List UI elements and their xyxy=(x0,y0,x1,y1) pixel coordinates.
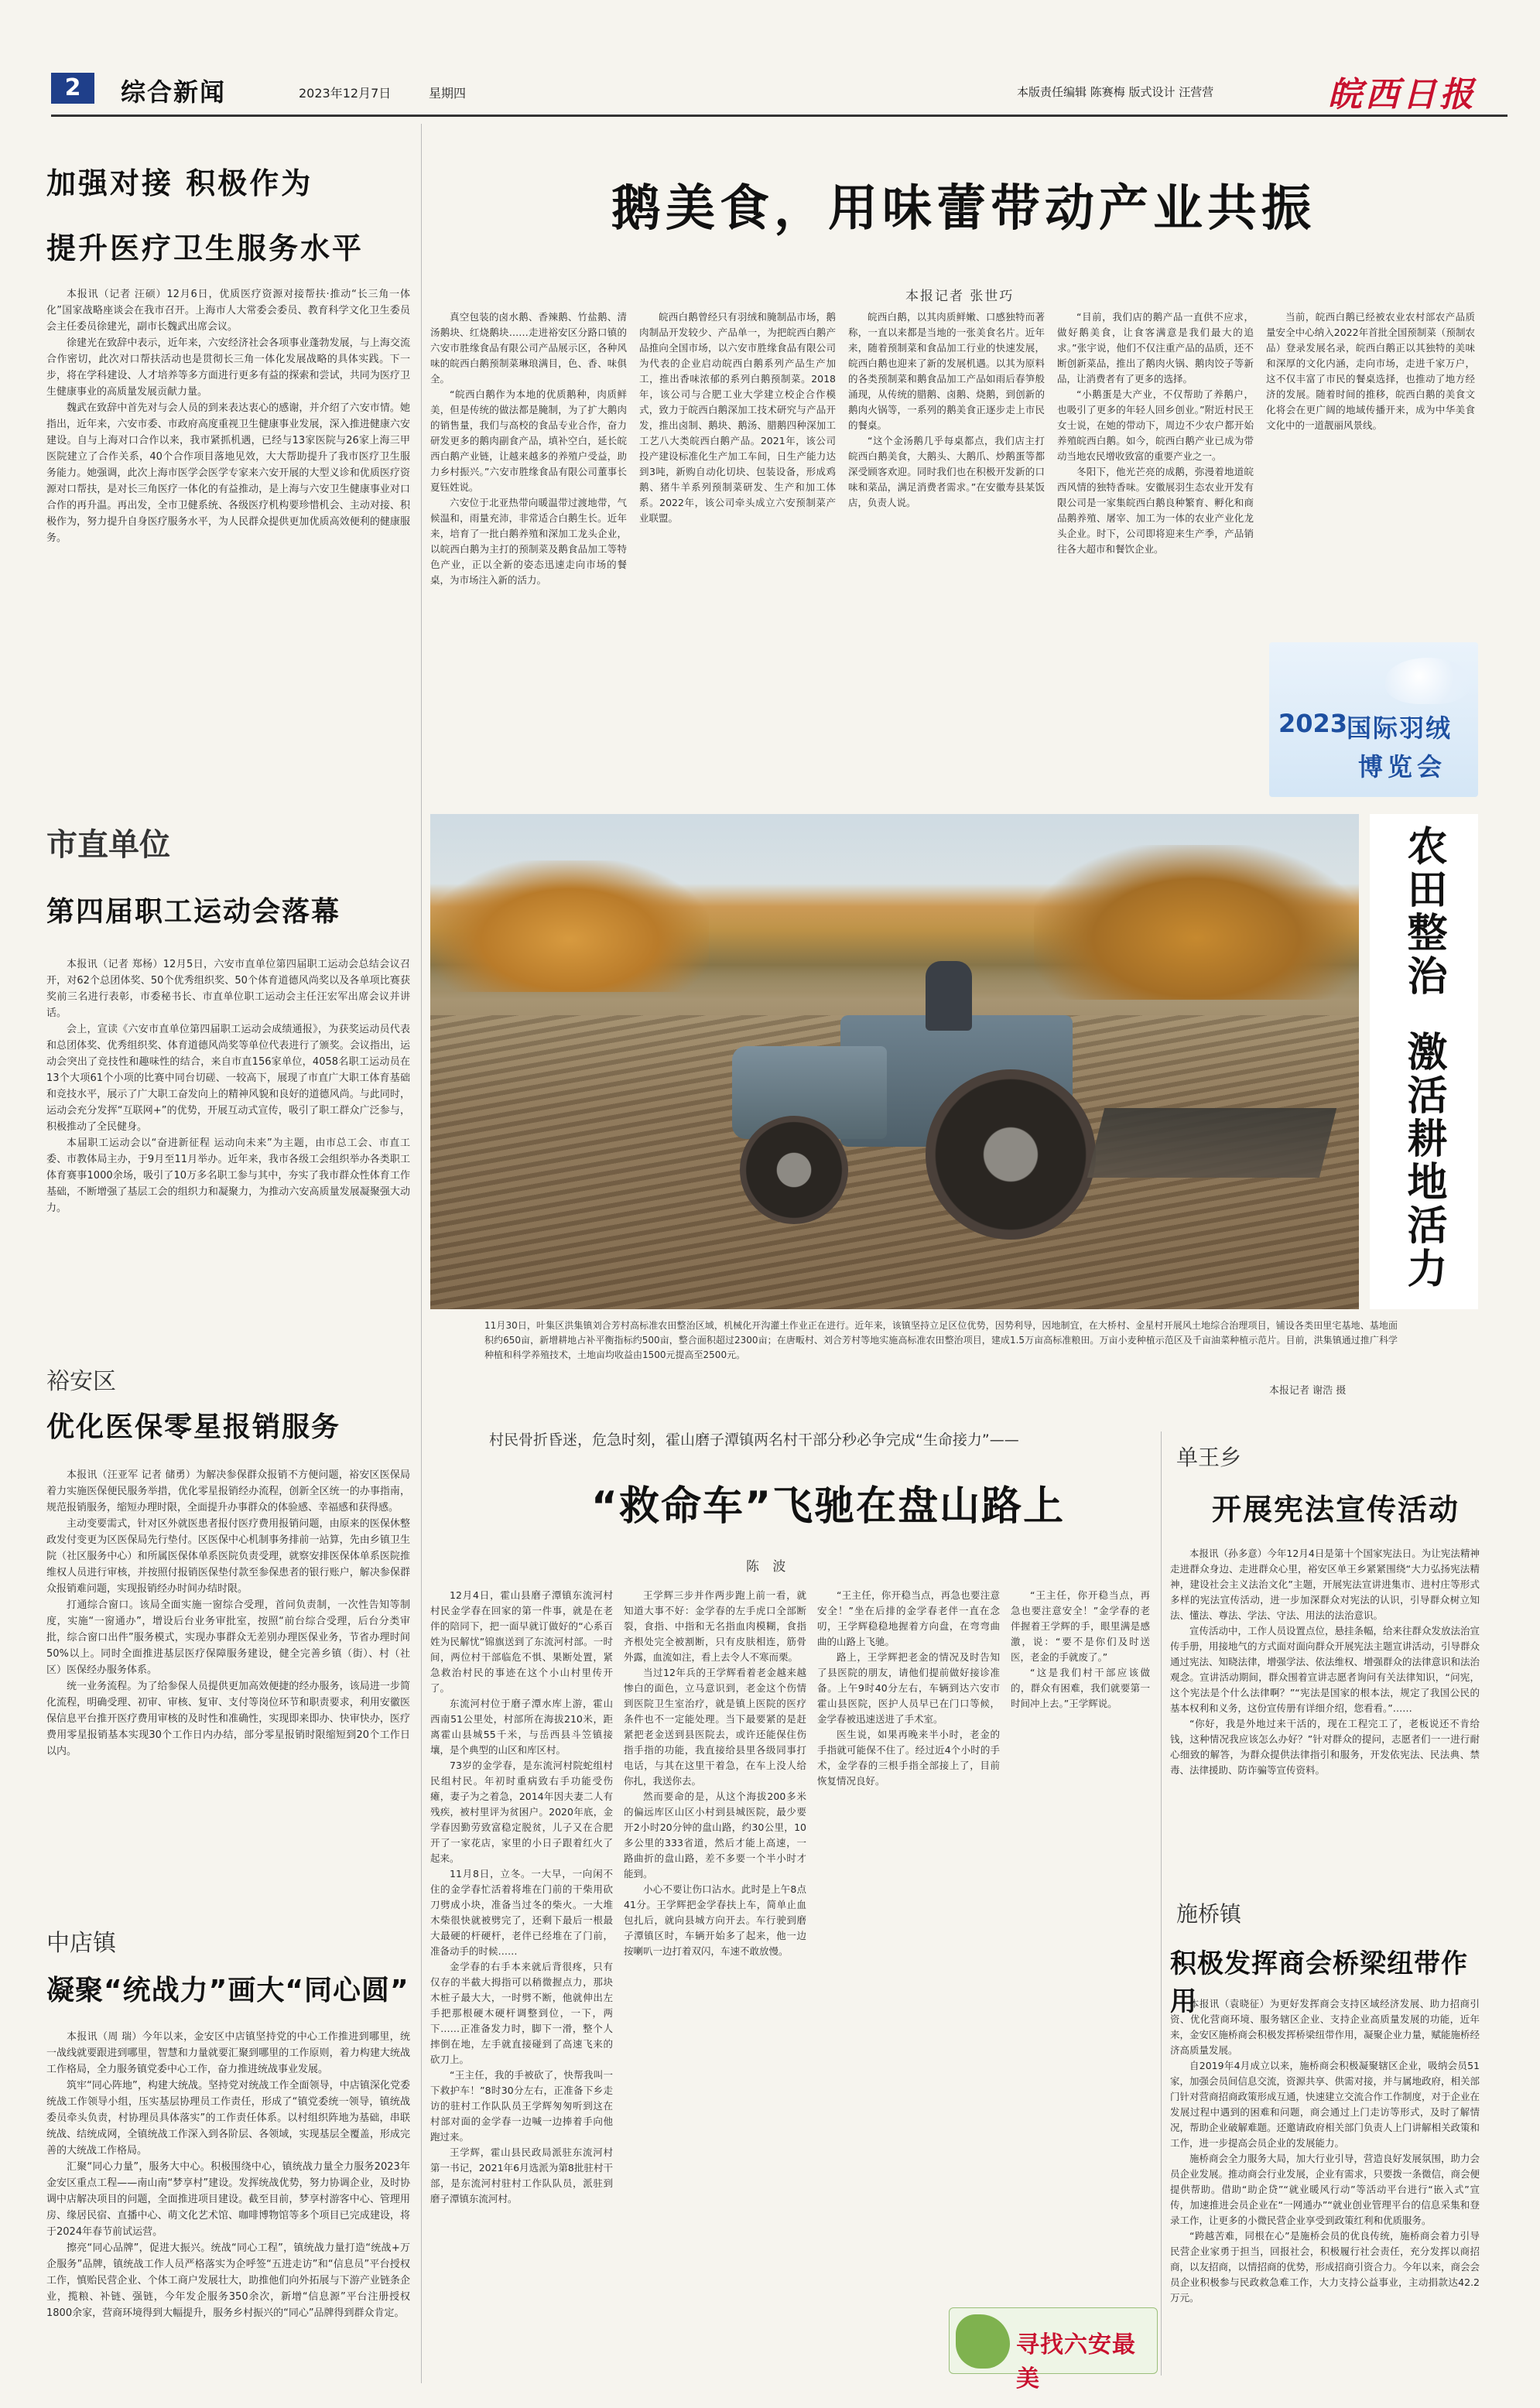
left-column xyxy=(46,124,410,2368)
top-story-col-2: 皖西白鹅曾经只有羽绒和腌制品市场，鹅肉制品开发较少、产品单一，为把皖西白鹅产品推向全国市场，以六安市胜缘食品有限公司为代表的企业启动皖西白鹅系列产品生产加工，推出香味浓郁的系列白鹅预制菜。2018年，该公司与合肥工业大学建立校企合作模式，致力于皖西白鹅深加工技术研究与产品开发，推出卤制、鹅块、鹅汤、腊鹅四种深加工工艺八大类皖西白鹅产品。2021年，该公司投产建设标准化生产加工车间，日生产能力达到3吨，新购自动化切块、包装设备，形成鸡鹅、猪牛羊系列预制菜研发、生产和加工体系。2022年，该公司牵头成立六安预制菜产业联盟。 xyxy=(639,311,836,524)
top-story-col-5: 当前，皖西白鹅已经被农业农村部农产品质量安全中心纳入2022年首批全国预制菜（预制农品）登录发展名录，皖西白鹅正以其独特的美味和深厚的文化内涵，走向市场，走进千家万户，这不仅丰富了市民的餐桌选择，也推动了地方经济的发展。随着时间的推移，皖西白鹅的美食文化将会在更广阔的地域传播开来，成为中华美食文化中的一道靓丽风景线。 xyxy=(1266,311,1475,431)
top-story-byline: 本报记者 张世巧 xyxy=(905,289,1015,304)
banner-feather-icon xyxy=(1385,658,1470,704)
header-rule xyxy=(51,115,1507,117)
right-story2-body: 本报讯（袁晓征）为更好发挥商会支持区域经济发展、助力招商引资、优化营商环境、服务辖区企业、支持企业高质量发展的功能，近年来，金安区施桥商会积极发挥桥梁纽带作用，凝聚企业力量，赋能施桥经济高质量发展。 自2019年4月成立以来，施桥商会积极凝聚辖区企业，吸纳会员51家，加强会员间信息交流，资源共享、供需对接，并与属地政府，相关部门针对营商招商政策形成互通，快速建立交流合作工作制度，对于企业在发展过程中遇到的困难和问题，商会通过上门走访等形式，及时了解情况，帮助企业破解难题。还邀请政府相关部门负责人上门讲解相关政策和工作，进一步提高会员企业的发展能力。 施桥商会全力服务大局，加大行业引导，营造良好发展氛围，助力会员企业发展。推动商会行业发展，企业有需求，只要拨一条微信，商会便提供帮助。借助“助企贷”“就业暖风行动”等活动平台进行“嵌入式”宣传，加速推进会员企业在“一网通办”“就业创业管理平台的信息采集和登录工作，让更多的小微民营企业享受到政策红利和优质服务。 “跨越苦难，同根在心”是施桥会员的优良传统，施桥商会着力引导民营企业家勇于担当，回报社会，积极履行社会责任，充分发挥以商招商，以友招商，以情招商的优势，形成招商引资合力。今年以来，商会会员企业积极参与民政救急难工作，大力支持公益事业，主动捐款达42.2万元。 xyxy=(1170,1998,1480,2304)
issue-weekday: 星期四 xyxy=(429,86,467,101)
center-story-byline: 陈 波 xyxy=(746,1559,791,1575)
right-story2-kicker: 施桥镇 xyxy=(1176,1901,1242,1927)
left-column-divider xyxy=(421,124,422,2383)
story4-body: 本报讯（周 瑞）今年以来，金安区中店镇坚持党的中心工作推进到哪里，统一战线就要跟进到哪里，智慧和力量就要汇聚到哪里的工作原则，着力构建大统战工作格局，全力服务镇党委中心工作，奋力推进统战事业发展。 筑牢“同心阵地”，构建大统战。坚持党对统战工作全面领导，中店镇深化党委统战工作领导小组，压实基层协理员工作责任，形成了“镇党委统一领导，镇统战委员牵头负责，村协理员具体落实”的工作责任体系。以村组织阵地为基础，串联统战、结统成网，全镇统战工作深入到各阶层、各领域，实现基层全覆盖，形成完善的大统战工作格局。 汇聚“同心力量”，服务大中心。积极围绕中心，镇统战力量全力服务2023年金安区重点工程——南山南“梦享村”建设。发挥统战优势，努力协调企业，及时协调中店解决项目的问题，全面推进项目建设。截至目前，梦享村游客中心、管理用房、缘居民宿、直播中心、萌文化艺术馆、咖啡博物馆等多个项目已完成建设，将于2024年春节前试运营。 擦亮“同心品牌”，促进大振兴。统战“同心工程”，镇统战力量打造“统战+万企服务”品牌，镇统战工作人员严格落实为企呼签“五进走访”和“信息员”平台授权工作，慎贻民营企业、个体工商户发展壮大，助推他们向外拓展与下游产业链条企业，揽粮、补链、强链，今年发企服务350余次，新增“信息源”平台注册授权1800余家，营商环境得到大幅提升，服务乡村振兴的“同心”品牌得到群众肯定。 xyxy=(46,2031,410,2319)
story1-title-line1: 加强对接 积极作为 xyxy=(46,166,313,200)
right-story1-kicker: 单王乡 xyxy=(1176,1445,1242,1470)
center-col-3: “王主任，你开稳当点，再急也要注意安全！”坐在后排的金学春老伴一直在念叨，王学辉稳稳地握着方向盘，在弯弯曲曲的山路上飞驰。 路上，王学辉把老金的情况及时告知了县医院的朋友，请他们提前做好接诊准备。上午9时40分左右，车辆到达六安市霍山县医院，医护人员早已在门口等候，金学春被迅速送进了手术室。 医生说，如果再晚来半小时，老金的手指就可能保不住了。经过近4个小时的手术，金学春的三根手指全部接上了，目前恢复情况良好。 xyxy=(817,1589,1000,1787)
photo-caption: 11月30日，叶集区洪集镇刘合芳村高标准农田整治区域，机械化开沟灌土作业正在进行。近年来，该镇坚持立足区位优势，因势利导，因地制宜，在大桥村、金星村开展风土地综合治理项目，铺设各类田里宅基地、基地面积约650亩，新增耕地占补平衡指标约500亩，整合面积超过2300亩；在唐畈村、刘合芳村等地实施高标准农田整治项目，建成1.5万亩高标准粮田。万亩小麦种植示范区及千亩油菜种植示范片。目前，洪集镇通过推广科学种植和科学养殖技术，土地亩均收益由1500元提高至2500元。 xyxy=(484,1320,1398,1360)
story1-title-line2: 提升医疗卫生服务水平 xyxy=(46,231,364,265)
expo-banner[interactable] xyxy=(1269,642,1478,797)
right-story2-title: 积极发挥商会桥梁纽带作用 xyxy=(1170,1948,1468,2017)
tractor-rear-wheel xyxy=(926,1069,1096,1240)
farm-photo xyxy=(430,814,1359,1309)
plow-attachment xyxy=(1087,1108,1336,1178)
right-story1-title: 开展宪法宣传活动 xyxy=(1211,1493,1460,1527)
banner-line1: 国际羽绒 xyxy=(1347,713,1453,743)
photo-title-2: 激活耕地活力 xyxy=(1400,1031,1446,1291)
center-story-title: “救命车”飞驰在盘山路上 xyxy=(590,1483,1066,1530)
story1-body: 本报讯（记者 汪硕）12月6日，优质医疗资源对接帮扶·推动“长三角一体化”国家战略座谈会在我市召开。上海市人大常委会委员、教育科学文化卫生委员会主任委员徐建光，副市长魏武出席会议。 徐建光在致辞中表示，近年来，六安经济社会各项事业蓬勃发展，与上海交流合作密切，此次对口帮扶活动也是贯彻长三角一体化发展战略的具体实践。下一步，将在学科建设、人才培养等多方面进行更多有益的探索和尝试，共同为医疗卫生健康事业的高质量发展贡献力量。 魏武在致辞中首先对与会人员的到来表达衷心的感谢，并介绍了六安市情。她指出，近年来，六安市委、市政府高度重视卫生健康事业发展，深入推进健康六安建设。自与上海对口合作以来，我市紧抓机遇，已经与13家医院与26家上海三甲医院建立了合作关系，40个合作项目落地见效，大大帮助提升了我市医疗卫生服务能力。她强调，此次上海市医学会医学专家来六安开展的大型义诊和优质医疗资源对口帮扶，是对长三角医疗一体化的有益推动，是上海与六安卫生健康事业对口合作的再升温。再出发，全市卫健系统、各级医疗机构要珍惜机会、主动对接、积极作为，努力提升自身医疗服务水平，为人民群众提供更加优质高效便利的健康服务。 xyxy=(46,289,410,544)
photo-title-panel xyxy=(1370,814,1478,1309)
photo-title-1: 农田整治 xyxy=(1400,825,1446,998)
tractor-seat xyxy=(926,961,972,1031)
photo-credit: 本报记者 谢浩 摄 xyxy=(1269,1385,1347,1397)
tractor-front-wheel xyxy=(740,1116,848,1224)
center-right-divider xyxy=(1161,1431,1162,2376)
top-story-col-3: 皖西白鹅，以其肉质鲜嫩、口感独特而著称，一直以来都是当地的一张美食名片。近年来，随着预制菜和食品加工行业的快速发展，皖西白鹅也迎来了新的发展机遇。以其为原料的各类预制菜和鹅食品加工产品如雨后春笋般涌现，从传统的腊鹅、卤鹅、烧鹅，到创新的鹅肉火锅等，一系列的鹅美食正逐步走上市民的餐桌。 “这个金汤鹅几乎每桌都点，我们店主打皖西白鹅美食，大鹅头、大鹅爪、炒鹅蛋等都深受顾客欢迎。同时我们也在积极开发新的口味和菜品，满足消费者需求。”在安徽寿县某饭店，负责人说。 xyxy=(848,311,1045,508)
tree-clump xyxy=(430,860,709,992)
center-story-kicker: 村民骨折昏迷，危急时刻，霍山磨子潭镇两名村干部分秒必争完成“生命接力”—— xyxy=(489,1431,1019,1449)
center-col-1: 12月4日，霍山县磨子潭镇东流河村村民金学春在回家的第一件事，就是在老伴的陪同下，把一面早就订做好的“心系百姓为民解忧”锦旗送到了东流河村部。一时间，两位村干部临危不惧、果断处置，紧急救治村民的事迹在这个小山村里传开了。 东流河村位于磨子潭水库上游，霍山西南51公里处，村部所在海拔210米，距离霍山县城55千米，与岳西县斗笠镇接壤，是个典型的山区和库区村。 73岁的金学春，是东流河村院蛇组村民组村民。年初时重病致右手功能受伤瘫，妻子为之着急，2014年因夫妻二人有残疾，被村里评为贫困户。2020年底，金学春因勤劳致富稳定脱贫，儿子又在合肥开了一家花店，家里的小日子跟着红火了起来。 11月8日，立冬。一大早，一向闲不住的金学春忙活着将堆在门前的干柴用砍刀劈成小块，准备当过冬的柴火。一大堆木柴很快就被劈完了，还剩下最后一根最大最硬的杆硬杆，老伴已经堆在了门前，准备动手的时候…… 金学春的右手本来就后背很疼，只有仅存的半截大拇指可以稍微握点力，那块木桩子最大大，一时劈不断，他就伸出左手把那根硬木硬杆调整到位，一下，两下……正准备发力时，脚下一滑，整个人摔倒在地，左手就直接碰到了高速飞来的砍刀上。 “王主任，我的手被砍了，快帮我叫一下救护车！”8时30分左右，正准备下乡走访的驻村工作队队员王学辉匆匆听到这在村部对面的金学春一边喊一边捧着手向他跑过来。 王学辉，霍山县民政局派驻东流河村第一书记，2021年6月选派为第8批驻村干部，是东流河村驻村工作队队员，派驻到磨子潭镇东流河村。 xyxy=(430,1589,613,2204)
banner-year: 2023 xyxy=(1278,709,1348,738)
page-number-badge: 2 xyxy=(51,73,94,104)
map-icon xyxy=(956,2314,1010,2369)
banner-line2: 博览会 xyxy=(1358,752,1447,782)
story3-body: 本报讯（汪亚军 记者 储勇）为解决参保群众报销不方便问题，裕安区医保局着力实施医保便民服务举措，优化零星报销经办流程，创新全区统一的办事指南，规范报销服务，缩短办理时限，全面提升办事群众的体验感、幸福感和获得感。 主动变要需式，针对区外就医患者报付医疗费用报销问题，由原来的医保休整政发付变更为区医保局先行垫付。区医保中心机制事务排前一站算，先由乡镇卫生院（社区服务中心）和所属医保体单系医院负责受理，就察安排医保体单系医院推维权人员进行审核，并按照付报销医保垫付款至参保患者的银行账户，解决参保群众报销难问题，实现报销经办时间办结时限。 打通综合窗口。该局全面实施一窗综合受理，首问负责制，一次性告知等制度，实施“一窗通办”，增设后台业务审批室，按照“前台综合受理，后台分类审批，综合窗口出件”服务模式，实现办事群众无差别办理医保业务，节省办理时间50%以上。同时全面推进基层医疗保障服务建设，健全完善乡镇（街）、村（社区）医保经办服务体系。 统一业务流程。为了给参保人员提供更加高效便捷的经办服务，该局进一步简化流程，明确受理、初审、审核、复审、支付等岗位环节和职责要求，利用安徽医保信息平台推开医疗费用审核的及时性和准确性，实现即来即办、快审快办，医疗费用零星报销基本实现30个工作日内办结，部分零星报销时限缩短到20个工作日以内。 xyxy=(46,1469,410,1757)
top-story-col-1: 真空包装的卤水鹅、香辣鹅、竹盐鹅、清汤鹅块、红烧鹅块……走进裕安区分路口镇的六安市胜缘食品有限公司产品展示区，各种风味的皖西白鹅预制菜琳琅满目，色、香、味俱全。 “皖西白鹅作为本地的优质鹅种，肉质鲜美，但是传统的做法都是腌制，为了扩大鹅肉的销售量，我们与高校的食品专业合作，奋力研发更多的鹅肉副食产品，填补空白，延长皖西白鹅产业链，让越来越多的养殖户受益，助力乡村振兴。”六安市胜缘食品有限公司董事长夏钰姓说。 六安位于北亚热带向暖温带过渡地带，气候温和，雨量充沛，非常适合白鹅生长。近年来，培育了一批白鹅养殖和深加工龙头企业，以皖西白鹅为主打的预制菜及鹅食品加工等特色产业，正以全新的姿态迅速走向市场的餐桌，为市场注入新的活力。 xyxy=(430,311,627,586)
story2-kicker: 市直单位 xyxy=(46,826,170,863)
center-col-2: 王学辉三步并作两步跑上前一看，就知道大事不好：金学春的左手虎口全部断裂，食指、中指和无名指血肉模糊，食指齐根处完全被割断，只有皮肤相连，筋骨外露，血流如注，看上去令人不寒而栗。 当过12年兵的王学辉看着老金越来越惨白的面色，立马意识到，老金这个伤情到医院卫生室治疗，就是镇上医院的医疗条件也不一定能处理。当下最要紧的是赶紧把老金送到县医院去，或许还能保住伤指手指的功能，我直接给县里各级同事打电话，与其在这里干着急，在车上没人给你扎，我送你去。 然而要命的是，从这个海拔200多米的偏远库区山区小村到县城医院，最少要开2小时20分钟的盘山路，约30公里，10多公里的333省道，然后才能上高速，一路曲折的盘山路，差不多要一个半小时才能到。 小心不要让伤口沾水。此时是上午8点41分。王学辉把金学春扶上车，简单止血包扎后，就向县城方向开去。车行驶到磨子潭镇区时，车辆开始多了起来，他一边按喇叭一边打着双闪，车速不敢放慢。 xyxy=(624,1589,806,1957)
top-story-col-4: “目前，我们店的鹅产品一直供不应求，做好鹅美食，让食客满意是我们最大的追求。”张宇说，他们不仅注重产品的品质，还不断创新菜品，推出了鹅肉火锅、鹅肉饺子等新品，让消费者有了更多的选择。 “小鹅蛋是大产业，不仅帮助了养鹅户，也吸引了更多的年轻人回乡创业。”附近村民王女士说，在她的带动下，周边不少农户都开始养殖皖西白鹅。如今，皖西白鹅产业已成为带动当地农民增收致富的重要产业之一。 冬阳下，他光芒亮的成鹅，弥漫着地道皖西风情的独特香味。安徽展羽生态农业开发有限公司是一家集皖西白鹅良种繁育、孵化和商品鹅养殖、屠宰、加工为一体的农业产业化龙头企业。时下，公司即将迎来生产季，产品销往各大超市和餐饮企业。 xyxy=(1057,311,1254,555)
story3-kicker: 裕安区 xyxy=(46,1368,116,1395)
story4-kicker: 中店镇 xyxy=(46,1930,116,1957)
issue-date: 2023年12月7日 xyxy=(299,86,392,101)
right-story1-body: 本报讯（孙多意）今年12月4日是第十个国家宪法日。为让宪法精神走进群众身边、走进群众心里，裕安区单王乡紧紧围绕“大力弘扬宪法精神，建设社会主义法治文化”主题，开展宪法宣讲进集市、进村庄等形式多样的宪法宣传活动，进一步加深群众对宪法的认识，引导群众树立知法、懂法、尊法、学法、守法、用法的法治意识。 宣传活动中，工作人员设置点位，悬挂条幅，给来往群众发放法治宣传手册，用接地气的方式面对面向群众开展宪法主题宣讲活动，引导群众通过宪法、知晓法律，增强学法、依法维权、增强群众的法律意识和法治观念。宣讲活动期间，群众围着宣讲志愿者询问有关法律知识，“问宪，这个宪法是个什么法律啊？”“宪法是国家的根本法，规定了我国公民的基本权利和义务，这份宣传册有详细介绍，您看看。”…… “你好，我是外地过来干活的，现在工程完工了，老板说还不肯给钱，这种情况我应该怎么办好？”针对群众的提问，志愿者们一一进行耐心细致的解答，为群众提供法律指引和服务，开发依宪法、民法典、禁毒、法律援助、防诈骗等宣传资料。 xyxy=(1170,1548,1480,1776)
story2-title: 第四届职工运动会落幕 xyxy=(46,896,341,928)
section-title: 综合新闻 xyxy=(121,77,227,107)
masthead xyxy=(51,71,1507,115)
story3-title: 优化医保零星报销服务 xyxy=(46,1411,341,1443)
tree-clump-right xyxy=(1034,845,1359,1000)
story4-title: 凝聚“统战力”画大“同心圆” xyxy=(46,1975,409,2006)
paper-logo: 皖西日报 xyxy=(1328,75,1477,115)
story2-body: 本报讯（记者 郑杨）12月5日，六安市直单位第四届职工运动会总结会议召开，对62个总团体奖、50个优秀组织奖、50个体育道德风尚奖以及各单项比赛获奖前三名进行表彰，市委秘书长、市直单位职工运动会主任汪宏军出席会议并讲话。 会上，宣读《六安市直单位第四届职工运动会成绩通报》，为获奖运动员代表和总团体奖、优秀组织奖、体育道德风尚奖等单位代表进行了颁奖。会议指出，运动会突出了竞技性和趣味性的结合，来自市直156家单位，4058名职工运动员在13个大项61个小项的比赛中同台切磋、一较高下，展现了市直广大职工体育基础和竞技水平，展示了广大职工奋发向上的精神风貌和良好的道德风尚。与此同时，运动会充分发挥“互联网+”的优势，开展互动式宣传，吸引了职工群众广泛参与，积极推动了全民健身。 本届职工运动会以“奋进新征程 运动向未来”为主题，由市总工会、市直工委、市教体局主办，于9月至11月举办。近年来，我市各级工会组织举办各类职工体育赛事1000余场，吸引了10万多名职工参与其中，夯实了我市群众性体育工作基础，不断增强了基层工会的组织力和凝聚力，为推动六安高质量发展凝聚强大动力。 xyxy=(46,959,410,1214)
editor-credits: 本版责任编辑 陈赛梅 版式设计 汪营营 xyxy=(1017,85,1214,99)
center-col-4: “王主任，你开稳当点，再急也要注意安全！”金学春的老伴握着王学辉的手，眼里满是感激，说：“要不是你们及时送医，老金的手就废了。” “这是我们村干部应该做的，群众有困难，我们就要第一时间冲上去。”王学辉说。 xyxy=(1011,1589,1150,1709)
badge-text: 寻找六安最美 xyxy=(1016,2331,1136,2393)
find-beauty-badge[interactable] xyxy=(949,2307,1158,2393)
top-story-headline: 鹅美食，用味蕾带动产业共振 xyxy=(611,180,1316,238)
